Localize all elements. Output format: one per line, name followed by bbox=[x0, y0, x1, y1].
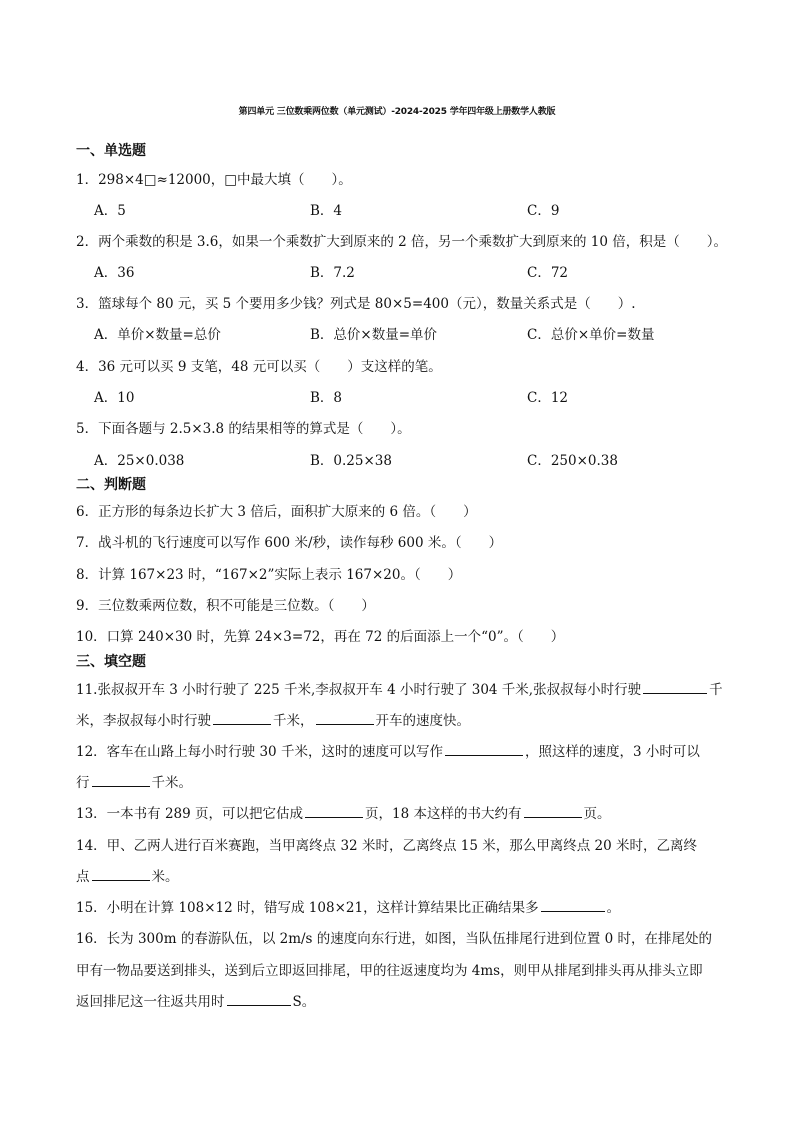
question-7: 7．战斗机的飞行速度可以写作 600 米/秒，读作每秒 600 米。（ ） bbox=[76, 535, 503, 551]
q12-text: 12．客车在山路上每小时行驶 30 千米，这时的速度可以写作 bbox=[76, 744, 443, 760]
question-13 bbox=[76, 802, 611, 822]
option-c: C．250×0.38 bbox=[527, 453, 618, 469]
question-10: 10．口算 240×30 时，先算 24×3=72，再在 72 的后面添上一个“0”。（ ） bbox=[76, 629, 565, 645]
question-8: 8．计算 167×23 时，“167×2”实际上表示 167×20。（ ） bbox=[76, 567, 462, 583]
section-heading-single-choice: 一、单选题 bbox=[76, 143, 146, 159]
q11-text: 千米， bbox=[273, 713, 314, 729]
question-3: 3．篮球每个 80 元，买 5 个要用多少钱？列式是 80×5=400（元），数量关系式是（ ）. bbox=[76, 296, 636, 312]
question-16-line-1: 16．长为 300m 的春游队伍，以 2m/s 的速度向东行进，如图，当队伍排尾行进到位置 0 时，在排尾处的 bbox=[76, 931, 712, 947]
option-c: C．12 bbox=[527, 390, 569, 406]
q11-text: 千 bbox=[709, 682, 723, 698]
option-a: A．36 bbox=[94, 265, 135, 281]
q11-text: 开车的速度快。 bbox=[375, 713, 470, 729]
answer-blank[interactable] bbox=[643, 681, 707, 694]
q15-text: 。 bbox=[606, 900, 621, 916]
q11-text: 米，李叔叔每小时行驶 bbox=[76, 713, 211, 729]
q14-text: 米。 bbox=[151, 869, 179, 885]
question-4: 4．36 元可以买 9 支笔，48 元可以买（ ）支这样的笔。 bbox=[76, 359, 442, 375]
option-b: B．7.2 bbox=[310, 265, 355, 281]
question-15 bbox=[76, 896, 620, 916]
question-9: 9．三位数乘两位数，积不可能是三位数。（ ） bbox=[76, 598, 375, 614]
section-heading-true-false: 二、判断题 bbox=[76, 477, 146, 493]
q12-text: ，照这样的速度，3 小时可以 bbox=[524, 744, 700, 760]
question-11-line-1 bbox=[76, 678, 723, 698]
answer-blank[interactable] bbox=[305, 805, 363, 818]
question-16-line-3 bbox=[76, 990, 315, 1010]
answer-blank[interactable] bbox=[316, 712, 374, 725]
q14-text: 点 bbox=[76, 869, 90, 885]
option-c: C．总价×单价=数量 bbox=[527, 327, 655, 343]
page-title: 第四单元 三位数乘两位数（单元测试）-2024-2025 学年四年级上册数学人教版 bbox=[238, 107, 556, 117]
option-b: B．0.25×38 bbox=[310, 453, 392, 469]
question-1: 1．298×4□≈12000，□中最大填（ ）。 bbox=[76, 172, 352, 188]
option-a: A．5 bbox=[94, 203, 126, 219]
question-12-line-1 bbox=[76, 740, 700, 760]
q13-text: 13．一本书有 289 页，可以把它估成 bbox=[76, 806, 304, 822]
q12-text: 千米。 bbox=[151, 775, 192, 791]
q13-text: 页，18 本这样的书大约有 bbox=[365, 806, 522, 822]
question-2: 2．两个乘数的积是 3.6，如果一个乘数扩大到原来的 2 倍，另一个乘数扩大到原来的 10 倍，积是（ ）。 bbox=[76, 234, 728, 250]
q16-text: S。 bbox=[292, 994, 316, 1010]
question-12-line-2 bbox=[76, 771, 192, 791]
option-a: A．10 bbox=[94, 390, 135, 406]
option-b: B．总价×数量=单价 bbox=[310, 327, 438, 343]
answer-blank[interactable] bbox=[92, 774, 150, 787]
answer-blank[interactable] bbox=[524, 805, 582, 818]
q11-text: 11.张叔叔开车 3 小时行驶了 225 千米,李叔叔开车 4 小时行驶了 304 千米,张叔叔每小时行驶 bbox=[76, 682, 642, 698]
q12-text: 行 bbox=[76, 775, 90, 791]
question-11-line-2 bbox=[76, 709, 470, 729]
question-14-line-2 bbox=[76, 865, 179, 885]
answer-blank[interactable] bbox=[541, 899, 605, 912]
q15-text: 15．小明在计算 108×12 时，错写成 108×21，这样计算结果比正确结果多 bbox=[76, 900, 539, 916]
q16-text: 返回排尼这一往返共用时 bbox=[76, 994, 225, 1010]
option-b: B．4 bbox=[310, 203, 343, 219]
answer-blank[interactable] bbox=[92, 868, 150, 881]
option-a: A．25×0.038 bbox=[94, 453, 185, 469]
section-heading-fill-in: 三、填空题 bbox=[76, 654, 146, 670]
answer-blank[interactable] bbox=[213, 712, 271, 725]
question-16-line-2: 甲有一物品要送到排头，送到后立即返回排尾，甲的往返速度均为 4ms，则甲从排尾到排头再从排头立即 bbox=[76, 963, 703, 979]
answer-blank[interactable] bbox=[227, 993, 291, 1006]
option-b: B．8 bbox=[310, 390, 343, 406]
option-c: C．72 bbox=[527, 265, 569, 281]
q13-text: 页。 bbox=[583, 806, 611, 822]
option-c: C．9 bbox=[527, 203, 560, 219]
question-5: 5．下面各题与 2.5×3.8 的结果相等的算式是（ ）。 bbox=[76, 421, 411, 437]
answer-blank[interactable] bbox=[445, 743, 523, 756]
question-6: 6．正方形的每条边长扩大 3 倍后，面积扩大原来的 6 倍。（ ） bbox=[76, 504, 477, 520]
question-14-line-1: 14．甲、乙两人进行百米赛跑，当甲离终点 32 米时，乙离终点 15 米，那么甲离终点 20 米时，乙离终 bbox=[76, 838, 697, 854]
option-a: A．单价×数量=总价 bbox=[94, 327, 221, 343]
